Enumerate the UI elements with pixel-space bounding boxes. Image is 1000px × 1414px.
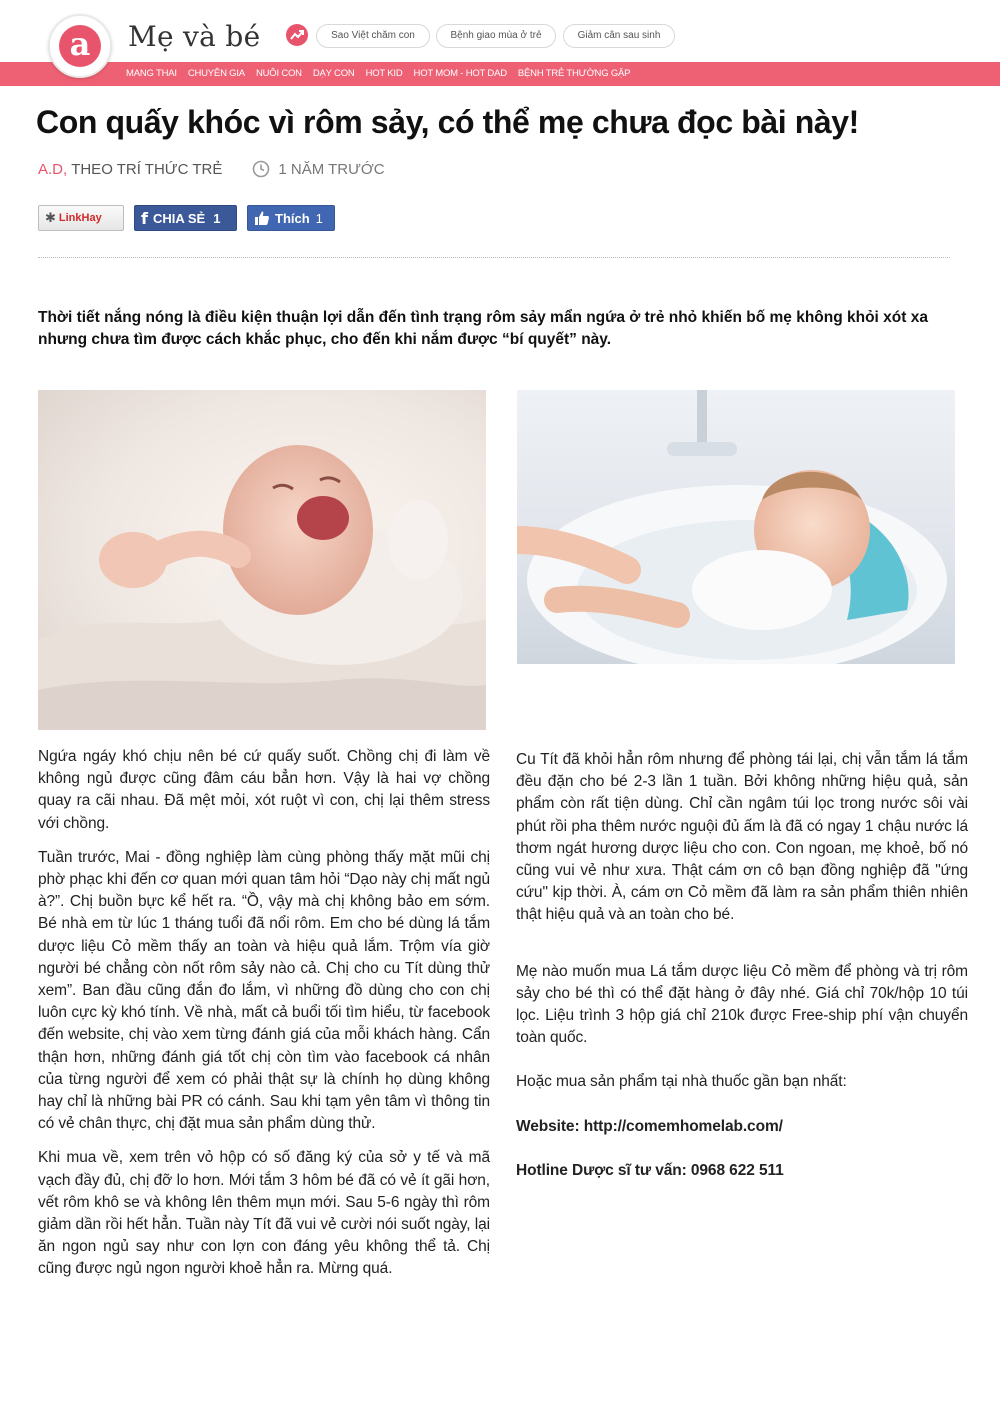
paragraph-right-3: Hoặc mua sản phẩm tại nhà thuốc gần bạn nhất: bbox=[516, 1073, 847, 1091]
facebook-like-button[interactable] bbox=[247, 205, 335, 231]
like-label: Thích bbox=[275, 210, 310, 226]
trending-up-icon bbox=[286, 24, 308, 46]
article-byline bbox=[38, 160, 385, 178]
nav-item-hot-kid[interactable]: HOT KID bbox=[365, 68, 403, 79]
nav-item-benh-tre[interactable]: BỆNH TRẺ THƯỜNG GẶP bbox=[517, 68, 631, 79]
thumbs-up-icon bbox=[254, 210, 270, 226]
site-logo[interactable] bbox=[48, 14, 112, 78]
hotline-text[interactable]: Hotline Dược sĩ tư vấn: 0968 622 511 bbox=[516, 1161, 784, 1179]
tag-pill-0[interactable]: Sao Việt chăm con bbox=[316, 24, 430, 48]
share-count: 1 bbox=[213, 210, 221, 226]
author-name[interactable]: A.D, bbox=[38, 160, 68, 178]
site-header bbox=[0, 0, 1000, 88]
paragraph-right-1: Cu Tít đã khỏi hẳn rôm nhưng để phòng tái lại, chị vẫn tắm lá tắm đều đặn cho bé 2-3 lần 1 tuần. Bởi không những hiệu quả, sản phẩm còn rất tiện dùng. Chỉ cần ngâm túi lọc trong nước sôi vài phút rồi pha thêm nước nguội đủ ấm là đã có ngay 1 chậu nước lá thơm ngát hương dược liệu cho con. Con ngoan, mẹ khoẻ, bố nó cũng vui vẻ như xưa. Thật cám ơn cô bạn đồng nghiệp đã "ứng cứu" kịp thời. À, cám ơn Cỏ mềm đã làm ra sản phẩm thiên nhiên thật hiệu quả và an toàn cho bé. bbox=[516, 751, 968, 924]
nav-item-hot-mom-hot-dad[interactable]: HOT MOM - HOT DAD bbox=[413, 68, 507, 79]
linkhay-button[interactable] bbox=[38, 205, 124, 231]
site-name[interactable]: Mẹ và bé bbox=[128, 20, 261, 53]
share-label: CHIA SẺ bbox=[152, 210, 206, 226]
paragraph-left-1: Ngứa ngáy khó chịu nên bé cứ quấy suốt. Chồng chị đi làm về không ngủ được cũng đâm cáu bẳn hơn. Vậy là hai vợ chồng quay ra cãi nhau. Đã mệt mỏi, xót ruột vì con, chị lại thêm stress với chồng. bbox=[38, 748, 490, 832]
publish-time: 1 NĂM TRƯỚC bbox=[278, 160, 385, 178]
paragraph-left-3: Khi mua về, xem trên vỏ hộp có số đăng ký của sở y tế và mã vạch đầy đủ, chị đỡ lo hơn. Mới tắm 3 hôm bé đã có vẻ ít gãi hơn, vết rôm khô se và không lên thêm mụn mới. Sau 5-6 ngày thì rôm giảm dần rồi hết hẳn. Tuần này Tít đã vui vẻ cười nói suốt ngày, lại ăn ngon ngủ say như con lợn con đáng yêu không thể tả. Chị cũng được ngủ ngon người khoẻ hẳn ra. Mừng quá. bbox=[38, 1149, 490, 1278]
facebook-icon: f bbox=[141, 208, 148, 228]
linkhay-label: LinkHay bbox=[58, 212, 102, 224]
body-column-right bbox=[516, 749, 968, 1194]
header-divider bbox=[38, 257, 950, 258]
like-count: 1 bbox=[315, 210, 323, 226]
article-title: Con quấy khóc vì rôm sảy, có thể mẹ chưa đọc bài này! bbox=[36, 104, 859, 140]
body-column-left bbox=[38, 746, 490, 1293]
article-lead: Thời tiết nắng nóng là điều kiện thuận lợi dẫn đến tình trạng rôm sảy mẩn ngứa ở trẻ nhỏ khiến bố mẹ không khỏi xót xa nhưng chưa tìm được cách khắc phục, cho đến khi nắm được “bí quyết” này. bbox=[38, 309, 928, 348]
article-source: THEO TRÍ THỨC TRẺ bbox=[71, 160, 223, 178]
tag-pill-2[interactable]: Giảm cân sau sinh bbox=[563, 24, 675, 48]
nav-item-day-con[interactable]: DẠY CON bbox=[312, 68, 355, 79]
paragraph-left-2: Tuần trước, Mai - đồng nghiệp làm cùng phòng thấy mặt mũi chị phờ phạc khi đến cơ quan mới quan tâm hỏi “Dạo này chị mất ngủ à?”. Chị buồn bực kể hết ra. “Ồ, vậy mà chị không bảo em sớm. Bé nhà em từ lúc 1 tháng tuổi đã nổi rôm. Em cho bé dùng lá tắm dược liệu Cỏ mềm thấy an toàn và hiệu quả lắm. Trộm vía giờ người bé chẳng còn nốt rôm sảy nào cả. Chị cho cu Tít dùng thử xem”. Ban đầu cũng đắn đo lắm, vì những đồ dùng cho con chị luôn cực kỳ khó tính. Về nhà, mất cả buổi tối tìm hiểu, từ facebook đến website, chị vào xem từng đánh giá của mỗi khách hàng. Cẩn thận hơn, những đánh giá tốt chị còn tìm vào facebook cá nhân của từng người để xem có phải thật sự là chính họ dùng không hay chỉ là những bài PR có cánh. Sau khi tạm yên tâm vì thông tin có vẻ chân thực, chị đặt mua sản phẩm dùng thử. bbox=[38, 848, 490, 1133]
social-bar bbox=[38, 205, 335, 231]
logo-letter: a bbox=[59, 25, 101, 67]
website-link[interactable]: Website: http://comemhomelab.com/ bbox=[516, 1117, 783, 1135]
baby-bath-photo bbox=[517, 390, 955, 664]
paragraph-right-2: Mẹ nào muốn mua Lá tắm dược liệu Cỏ mềm để phòng và trị rôm sảy cho bé thì có thể đặt hàng ở đây nhé. Giá chỉ 70k/hộp 10 túi lọc. Liệu trình 3 hộp giá chỉ 210k được Free-ship phí vận chuyển toàn quốc. bbox=[516, 962, 968, 1047]
nav-item-chuyen-gia[interactable]: CHUYÊN GIA bbox=[187, 68, 245, 79]
linkhay-icon: ✱ bbox=[45, 210, 56, 225]
nav-item-mang-thai[interactable]: MANG THAI bbox=[126, 68, 177, 79]
main-nav bbox=[0, 62, 1000, 86]
tag-pill-1[interactable]: Bệnh giao mùa ở trẻ bbox=[436, 24, 556, 48]
facebook-share-button[interactable] bbox=[134, 205, 237, 231]
crying-baby-photo bbox=[38, 390, 486, 730]
nav-item-nuoi-con[interactable]: NUÔI CON bbox=[255, 68, 302, 79]
clock-icon bbox=[252, 160, 270, 178]
